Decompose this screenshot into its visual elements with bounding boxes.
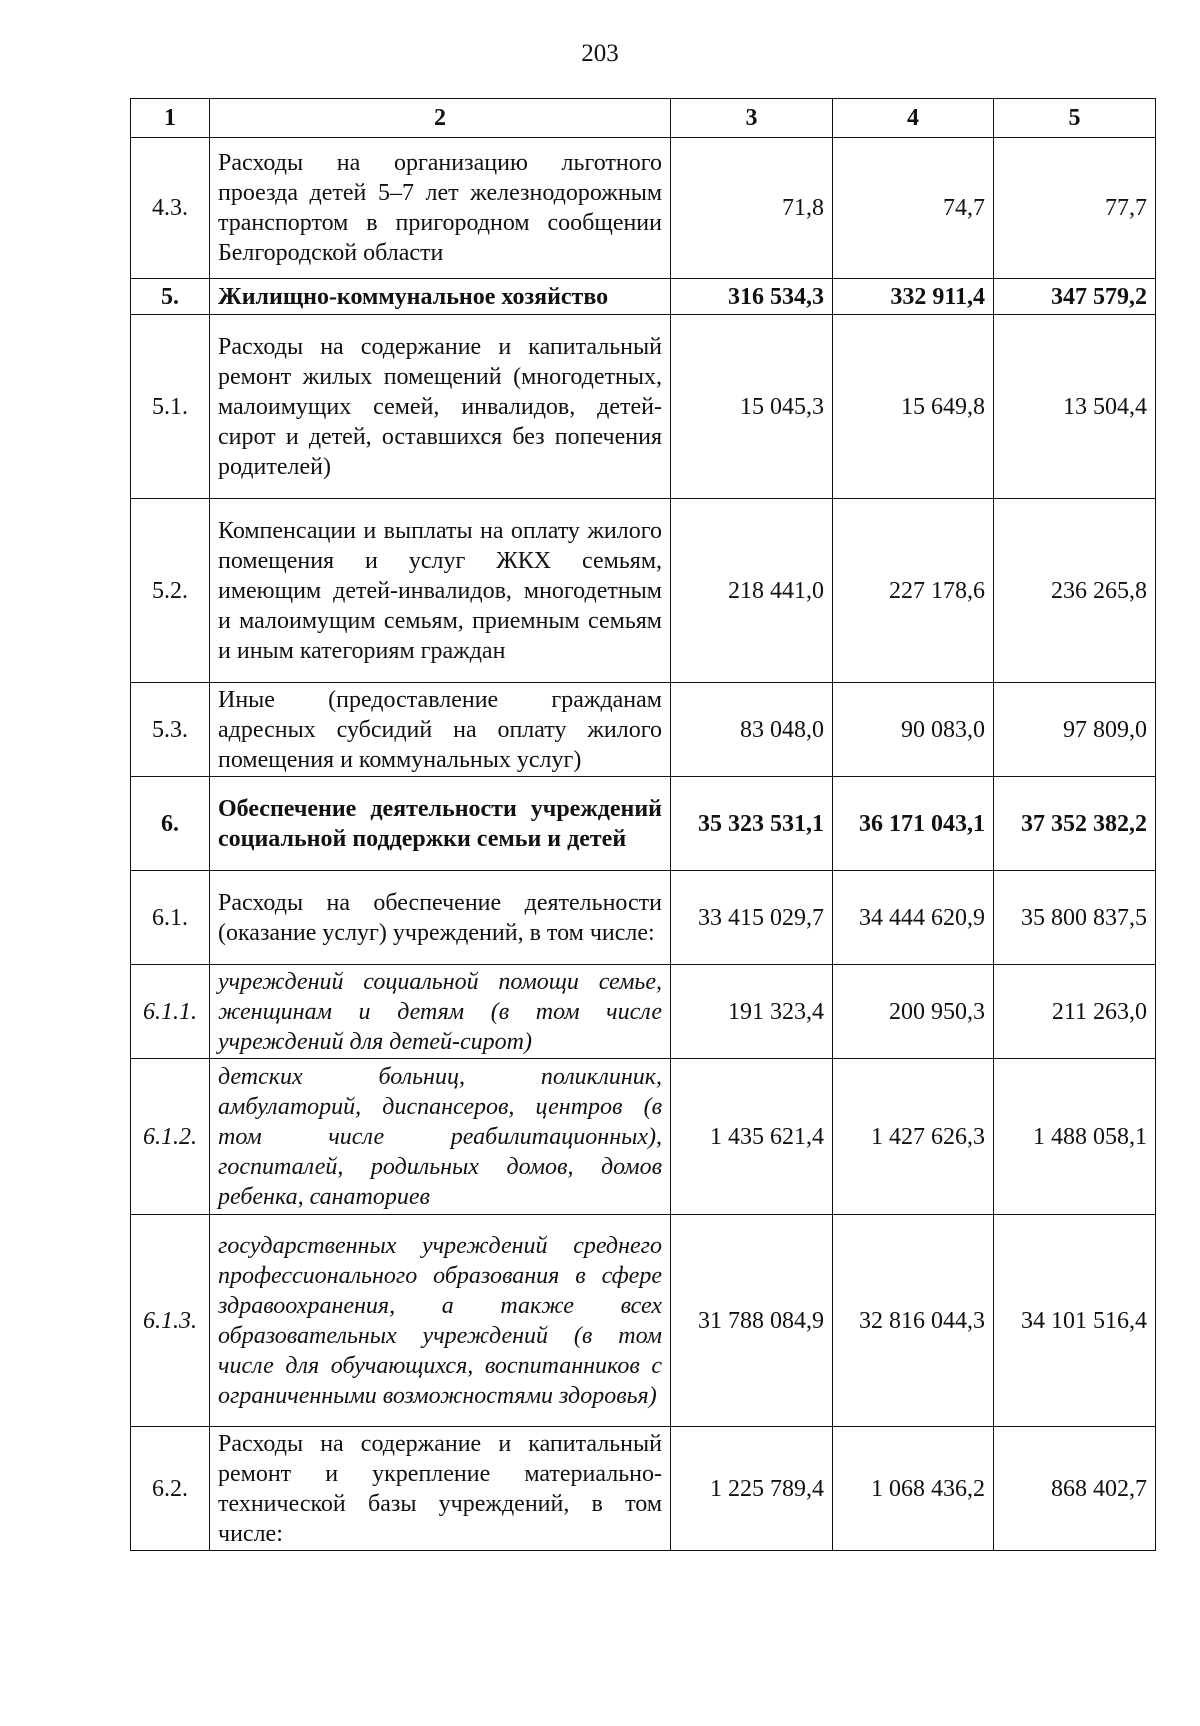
value-col-5: 868 402,7 [994, 1427, 1156, 1551]
table-row [131, 499, 1156, 683]
table-row [131, 1427, 1156, 1551]
row-number: 6.1. [131, 871, 210, 965]
row-number: 6.2. [131, 1427, 210, 1551]
value-col-3: 71,8 [671, 138, 833, 279]
row-description: Иные (предоставление гражданам адресных субсидий на оплату жилого помещения и коммунальных услуг) [210, 683, 671, 777]
table-row [131, 1059, 1156, 1215]
value-col-5: 211 263,0 [994, 965, 1156, 1059]
value-col-3: 31 788 084,9 [671, 1215, 833, 1427]
value-col-5: 35 800 837,5 [994, 871, 1156, 965]
row-description: Расходы на содержание и капитальный ремонт и укрепление материально-технической базы учреждений, в том числе: [210, 1427, 671, 1551]
row-number: 6.1.1. [131, 965, 210, 1059]
table-row [131, 683, 1156, 777]
value-col-4: 34 444 620,9 [833, 871, 994, 965]
table-row [131, 871, 1156, 965]
value-col-5: 97 809,0 [994, 683, 1156, 777]
value-col-4: 90 083,0 [833, 683, 994, 777]
value-col-4: 1 427 626,3 [833, 1059, 994, 1215]
page-number: 203 [581, 40, 619, 67]
table-row [131, 138, 1156, 279]
table-row [131, 315, 1156, 499]
row-number: 4.3. [131, 138, 210, 279]
row-description: учреждений социальной помощи семье, женщинам и детям (в том числе учреждений для детей-сирот) [210, 965, 671, 1059]
value-col-4: 1 068 436,2 [833, 1427, 994, 1551]
budget-table [130, 98, 1156, 1551]
value-col-3: 316 534,3 [671, 279, 833, 315]
row-description: государственных учреждений среднего профессионального образования в сфере здравоохранения, а также всех образовательных учреждений (в том числе для обучающихся, воспитанников с ограниченными возможностями здоровья) [210, 1215, 671, 1427]
row-number: 6.1.2. [131, 1059, 210, 1215]
value-col-3: 35 323 531,1 [671, 777, 833, 871]
row-description: Расходы на организацию льготного проезда детей 5–7 лет железнодорожным транспортом в пригородном сообщении Белгородской области [210, 138, 671, 279]
row-number: 5.1. [131, 315, 210, 499]
row-description: Компенсации и выплаты на оплату жилого помещения и услуг ЖКХ семьям, имеющим детей-инвалидов, многодетным и малоимущим семьям, приемным семьям и иным категориям граждан [210, 499, 671, 683]
value-col-3: 191 323,4 [671, 965, 833, 1059]
column-header-1: 1 [131, 99, 210, 138]
value-col-4: 200 950,3 [833, 965, 994, 1059]
value-col-5: 37 352 382,2 [994, 777, 1156, 871]
value-col-5: 1 488 058,1 [994, 1059, 1156, 1215]
row-number: 5.3. [131, 683, 210, 777]
value-col-4: 32 816 044,3 [833, 1215, 994, 1427]
table-header-row [131, 99, 1156, 138]
value-col-4: 227 178,6 [833, 499, 994, 683]
column-header-3: 3 [671, 99, 833, 138]
value-col-3: 1 435 621,4 [671, 1059, 833, 1215]
row-number: 5.2. [131, 499, 210, 683]
value-col-4: 15 649,8 [833, 315, 994, 499]
table-row [131, 279, 1156, 315]
row-description: Обеспечение деятельности учреждений социальной поддержки семьи и детей [210, 777, 671, 871]
value-col-5: 236 265,8 [994, 499, 1156, 683]
row-description: детских больниц, поликлиник, амбулаторий, диспансеров, центров (в том числе реабилитационных), госпиталей, родильных домов, домов ребенка, санаториев [210, 1059, 671, 1215]
column-header-2: 2 [210, 99, 671, 138]
table-row [131, 777, 1156, 871]
row-description: Жилищно-коммунальное хозяйство [210, 279, 671, 315]
column-header-5: 5 [994, 99, 1156, 138]
value-col-3: 83 048,0 [671, 683, 833, 777]
row-number: 6.1.3. [131, 1215, 210, 1427]
value-col-4: 74,7 [833, 138, 994, 279]
row-description: Расходы на содержание и капитальный ремонт жилых помещений (многодетных, малоимущих семей, инвалидов, детей-сирот и детей, оставшихся без попечения родителей) [210, 315, 671, 499]
row-number: 5. [131, 279, 210, 315]
value-col-3: 15 045,3 [671, 315, 833, 499]
row-description: Расходы на обеспечение деятельности (оказание услуг) учреждений, в том числе: [210, 871, 671, 965]
value-col-4: 36 171 043,1 [833, 777, 994, 871]
value-col-3: 218 441,0 [671, 499, 833, 683]
table-row [131, 965, 1156, 1059]
value-col-4: 332 911,4 [833, 279, 994, 315]
value-col-5: 347 579,2 [994, 279, 1156, 315]
value-col-5: 13 504,4 [994, 315, 1156, 499]
table-row [131, 1215, 1156, 1427]
value-col-3: 33 415 029,7 [671, 871, 833, 965]
value-col-5: 77,7 [994, 138, 1156, 279]
value-col-5: 34 101 516,4 [994, 1215, 1156, 1427]
column-header-4: 4 [833, 99, 994, 138]
value-col-3: 1 225 789,4 [671, 1427, 833, 1551]
row-number: 6. [131, 777, 210, 871]
